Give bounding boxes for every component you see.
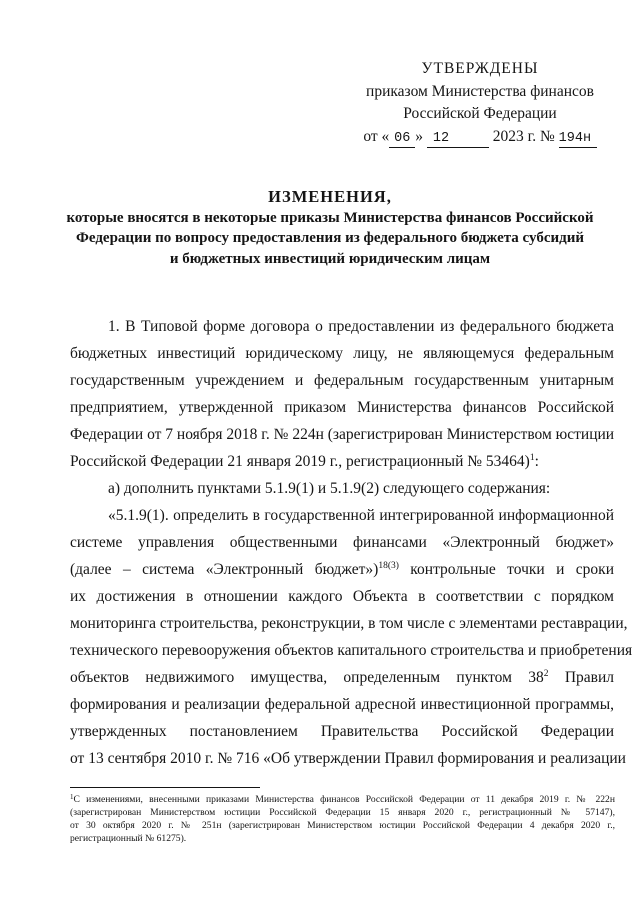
body-line-text: контрольные точки и сроки — [398, 561, 614, 578]
body-line-text: объектов недвижимого имущества, определенным пунктом 38 — [70, 669, 544, 686]
footnote-line: от 30 октября 2020 г. № 251н (зарегистрирован Министерством юстиции Российской Федерации 4 декабря 2020 г., — [70, 820, 615, 831]
body-line: предприятием, утвержденной приказом Министерства финансов Российской — [70, 399, 614, 416]
footnote-mark: 1 — [70, 793, 74, 801]
body-line: их достижения в отношении каждого Объекта в соответствии с порядком — [70, 588, 614, 605]
body-line: системе управления общественными финансами «Электронный бюджет» — [70, 534, 614, 551]
body-line: 1. В Типовой форме договора о предоставлении из федерального бюджета — [108, 318, 614, 335]
body-line: а) дополнить пунктами 5.1.9(1) и 5.1.9(2) следующего содержания: — [108, 480, 551, 497]
body-line — [70, 560, 614, 580]
order-mid: » — [415, 127, 424, 145]
body-line: Федерации от 7 ноября 2018 г. № 224н (зарегистрирован Министерством юстиции — [70, 426, 615, 443]
order-prefix: от « — [363, 127, 390, 145]
heading-title: ИЗМЕНЕНИЯ, — [268, 187, 392, 206]
footnote-text: С изменениями, внесенными приказами Министерства финансов Российской Федерации от 11 декабря 2019 г. № 222н — [73, 794, 615, 805]
body-line: мониторинга строительства, реконструкции, в том числе с элементами реставрации, — [70, 615, 628, 632]
body-line-text: Правил — [548, 669, 614, 686]
body-line: от 13 сентября 2010 г. № 716 «Об утверждении Правил формирования и реализации — [70, 750, 626, 767]
approval-line-2: Российской Федерации — [403, 105, 557, 122]
body-line: бюджетных инвестиций юридическому лицу, не являющемуся федеральным — [70, 345, 614, 362]
footnote-line: регистрационный № 61275). — [70, 833, 187, 844]
body-line: формирования и реализации федеральной адресной инвестиционной программы, — [70, 696, 614, 713]
order-day: 06 — [389, 131, 415, 148]
heading-subtitle-line: Федерации по вопросу предоставления из федерального бюджета субсидий — [76, 230, 584, 246]
body-line — [70, 452, 614, 472]
footnote-ref: 2 — [543, 669, 549, 679]
footnote-ref: 18(3) — [378, 561, 399, 571]
body-line-end: : — [534, 453, 539, 470]
body-line — [70, 668, 614, 688]
body-line-text: (далее – система «Электронный бюджет») — [70, 561, 379, 578]
footnote-ref: 1 — [529, 453, 535, 463]
order-month: 12 — [427, 131, 489, 148]
body-line: утвержденных постановлением Правительства Российской Федерации — [70, 723, 614, 740]
order-line — [340, 126, 620, 149]
heading-subtitle-line: которые вносятся в некоторые приказы Министерства финансов Российской — [66, 209, 594, 226]
body-line-text: Российской Федерации 21 января 2019 г., регистрационный № 53464) — [70, 453, 530, 470]
footnote-line — [70, 793, 615, 806]
body-line: «5.1.9(1). определить в государственной интегрированной информационной — [108, 507, 614, 524]
heading-subtitle-line: и бюджетных инвестиций юридическим лицам — [169, 250, 491, 267]
approval-line-1: приказом Министерства финансов — [366, 82, 594, 100]
order-year: 2023 г. № — [492, 127, 555, 145]
approval-block — [340, 58, 620, 148]
body-line: государственным учреждением и федеральным государственным унитарным — [70, 372, 614, 389]
document-heading — [40, 187, 620, 269]
body-line: технического перевооружения объектов капитального строительства и приобретения — [70, 642, 633, 659]
order-number: 194н — [559, 131, 597, 148]
footnote-divider — [70, 787, 260, 788]
footnote-line: (зарегистрирован Министерством юстиции Российской Федерации 15 января 2020 г., регистрационный № 57147), — [70, 807, 615, 818]
approval-title: УТВЕРЖДЕНЫ — [421, 60, 539, 77]
